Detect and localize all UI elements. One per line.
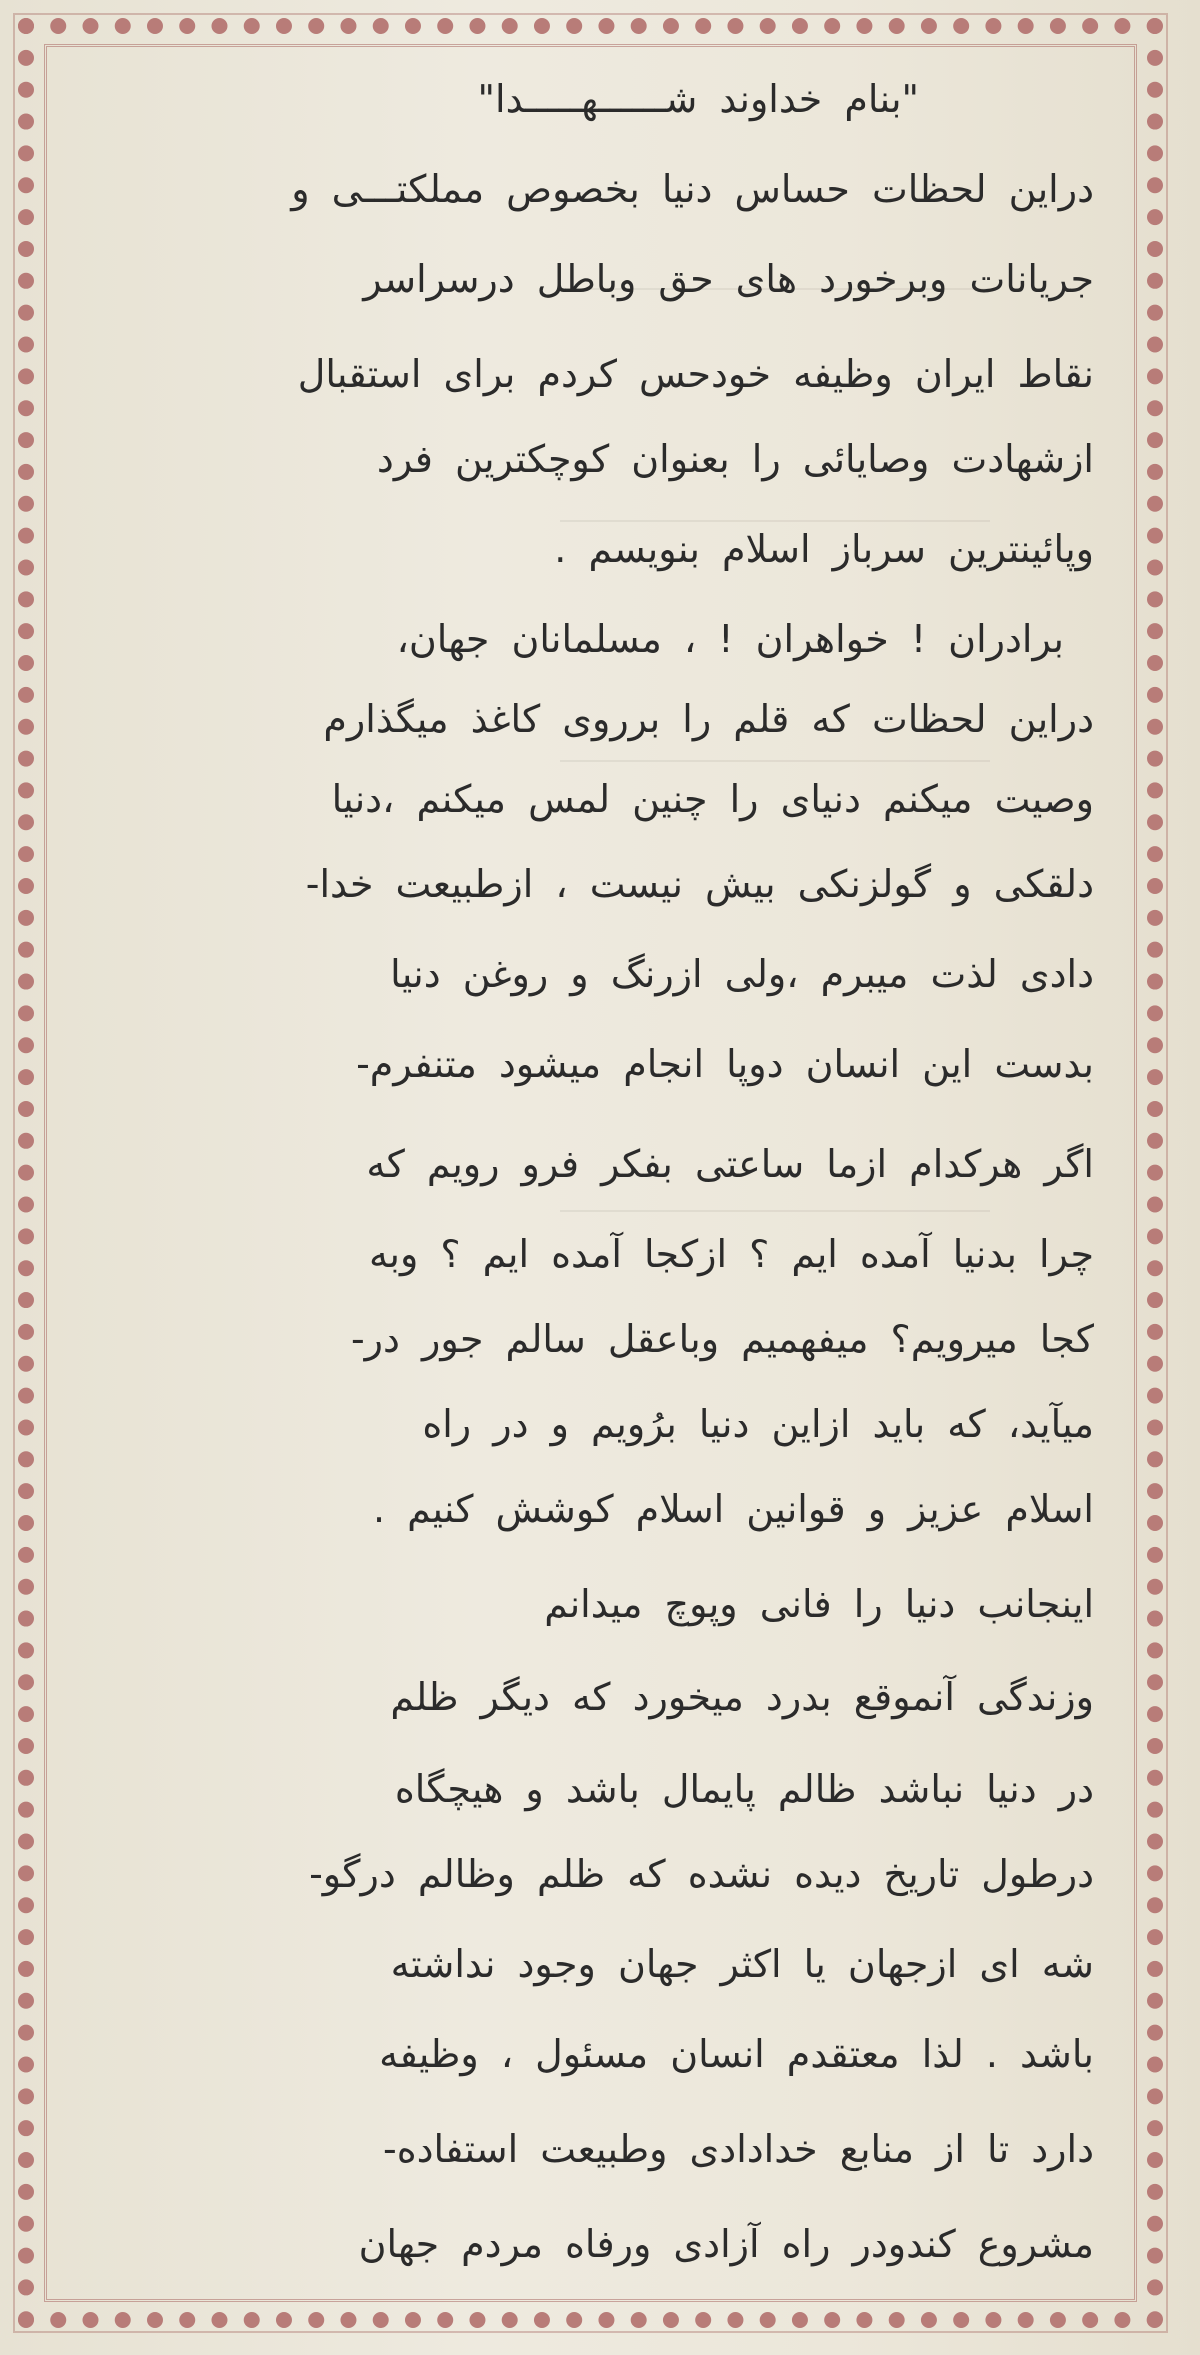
text-line: وزندگی آنموقع بدرد میخورد که دیگر ظلم <box>390 1675 1094 1719</box>
text-line: چرا بدنیا آمده ایم ؟ ازکجا آمده ایم ؟ وبه <box>369 1232 1094 1276</box>
text-line: اگر هرکدام ازما ساعتی بفکر فرو رویم که <box>366 1142 1094 1186</box>
text-line: باشد . لذا معتقدم انسان مسئول ، وظیفه <box>379 2032 1094 2076</box>
text-line: وپائینترین سرباز اسلام بنویسم . <box>554 527 1094 571</box>
text-line: دادی لذت میبرم ،ولی ازرنگ و روغن دنیا <box>390 952 1094 996</box>
text-line: دارد تا از منابع خدادادی وطبیعت استفاده- <box>382 2127 1094 2171</box>
text-line: بدست این انسان دوپا انجام میشود متنفرم- <box>356 1042 1094 1086</box>
text-line: وصیت میکنم دنیای را چنین لمس میکنم ،دنیا <box>331 777 1094 821</box>
text-line: اینجانب دنیا را فانی وپوچ میدانم <box>544 1582 1094 1626</box>
text-line: اسلام عزیز و قوانین اسلام کوشش کنیم . <box>372 1487 1094 1531</box>
text-line: دلقکی و گولزنکی بیش نیست ، ازطبیعت خدا- <box>305 862 1094 906</box>
text-line: ازشهادت وصایائی را بعنوان کوچکترین فرد <box>376 437 1094 481</box>
text-line: دراین لحظات حساس دنیا بخصوص مملکتـــی و <box>291 167 1094 211</box>
text-line: دراین لحظات که قلم را برروی کاغذ میگذارم <box>323 697 1094 741</box>
show-through-mark <box>560 1210 990 1212</box>
text-line: کجا میرویم؟ میفهمیم وباعقل سالم جور در- <box>350 1317 1094 1361</box>
text-line: برادران ! خواهران ! ، مسلمانان جهان، <box>396 617 1064 661</box>
show-through-mark <box>560 760 990 762</box>
text-line: مشروع کندودر راه آزادی ورفاه مردم جهان <box>358 2222 1094 2266</box>
text-line: نقاط ایران وظیفه خودحس کردم برای استقبال <box>297 352 1094 396</box>
text-line: شه ای ازجهان یا اکثر جهان وجود نداشته <box>390 1942 1094 1986</box>
document-title: "بنام خداوند شــــــهـــــدا" <box>477 77 919 121</box>
text-line: درطول تاریخ دیده نشده که ظلم وظالم درگو- <box>309 1852 1094 1896</box>
text-line: میآید، که باید ازاین دنیا برُویم و در راه <box>422 1402 1094 1446</box>
show-through-mark <box>560 520 990 522</box>
text-line: در دنیا نباشد ظالم پایمال باشد و هیچگاه <box>394 1767 1094 1811</box>
text-line: جریانات وبرخورد های حق وباطل درسراسر <box>363 257 1094 301</box>
